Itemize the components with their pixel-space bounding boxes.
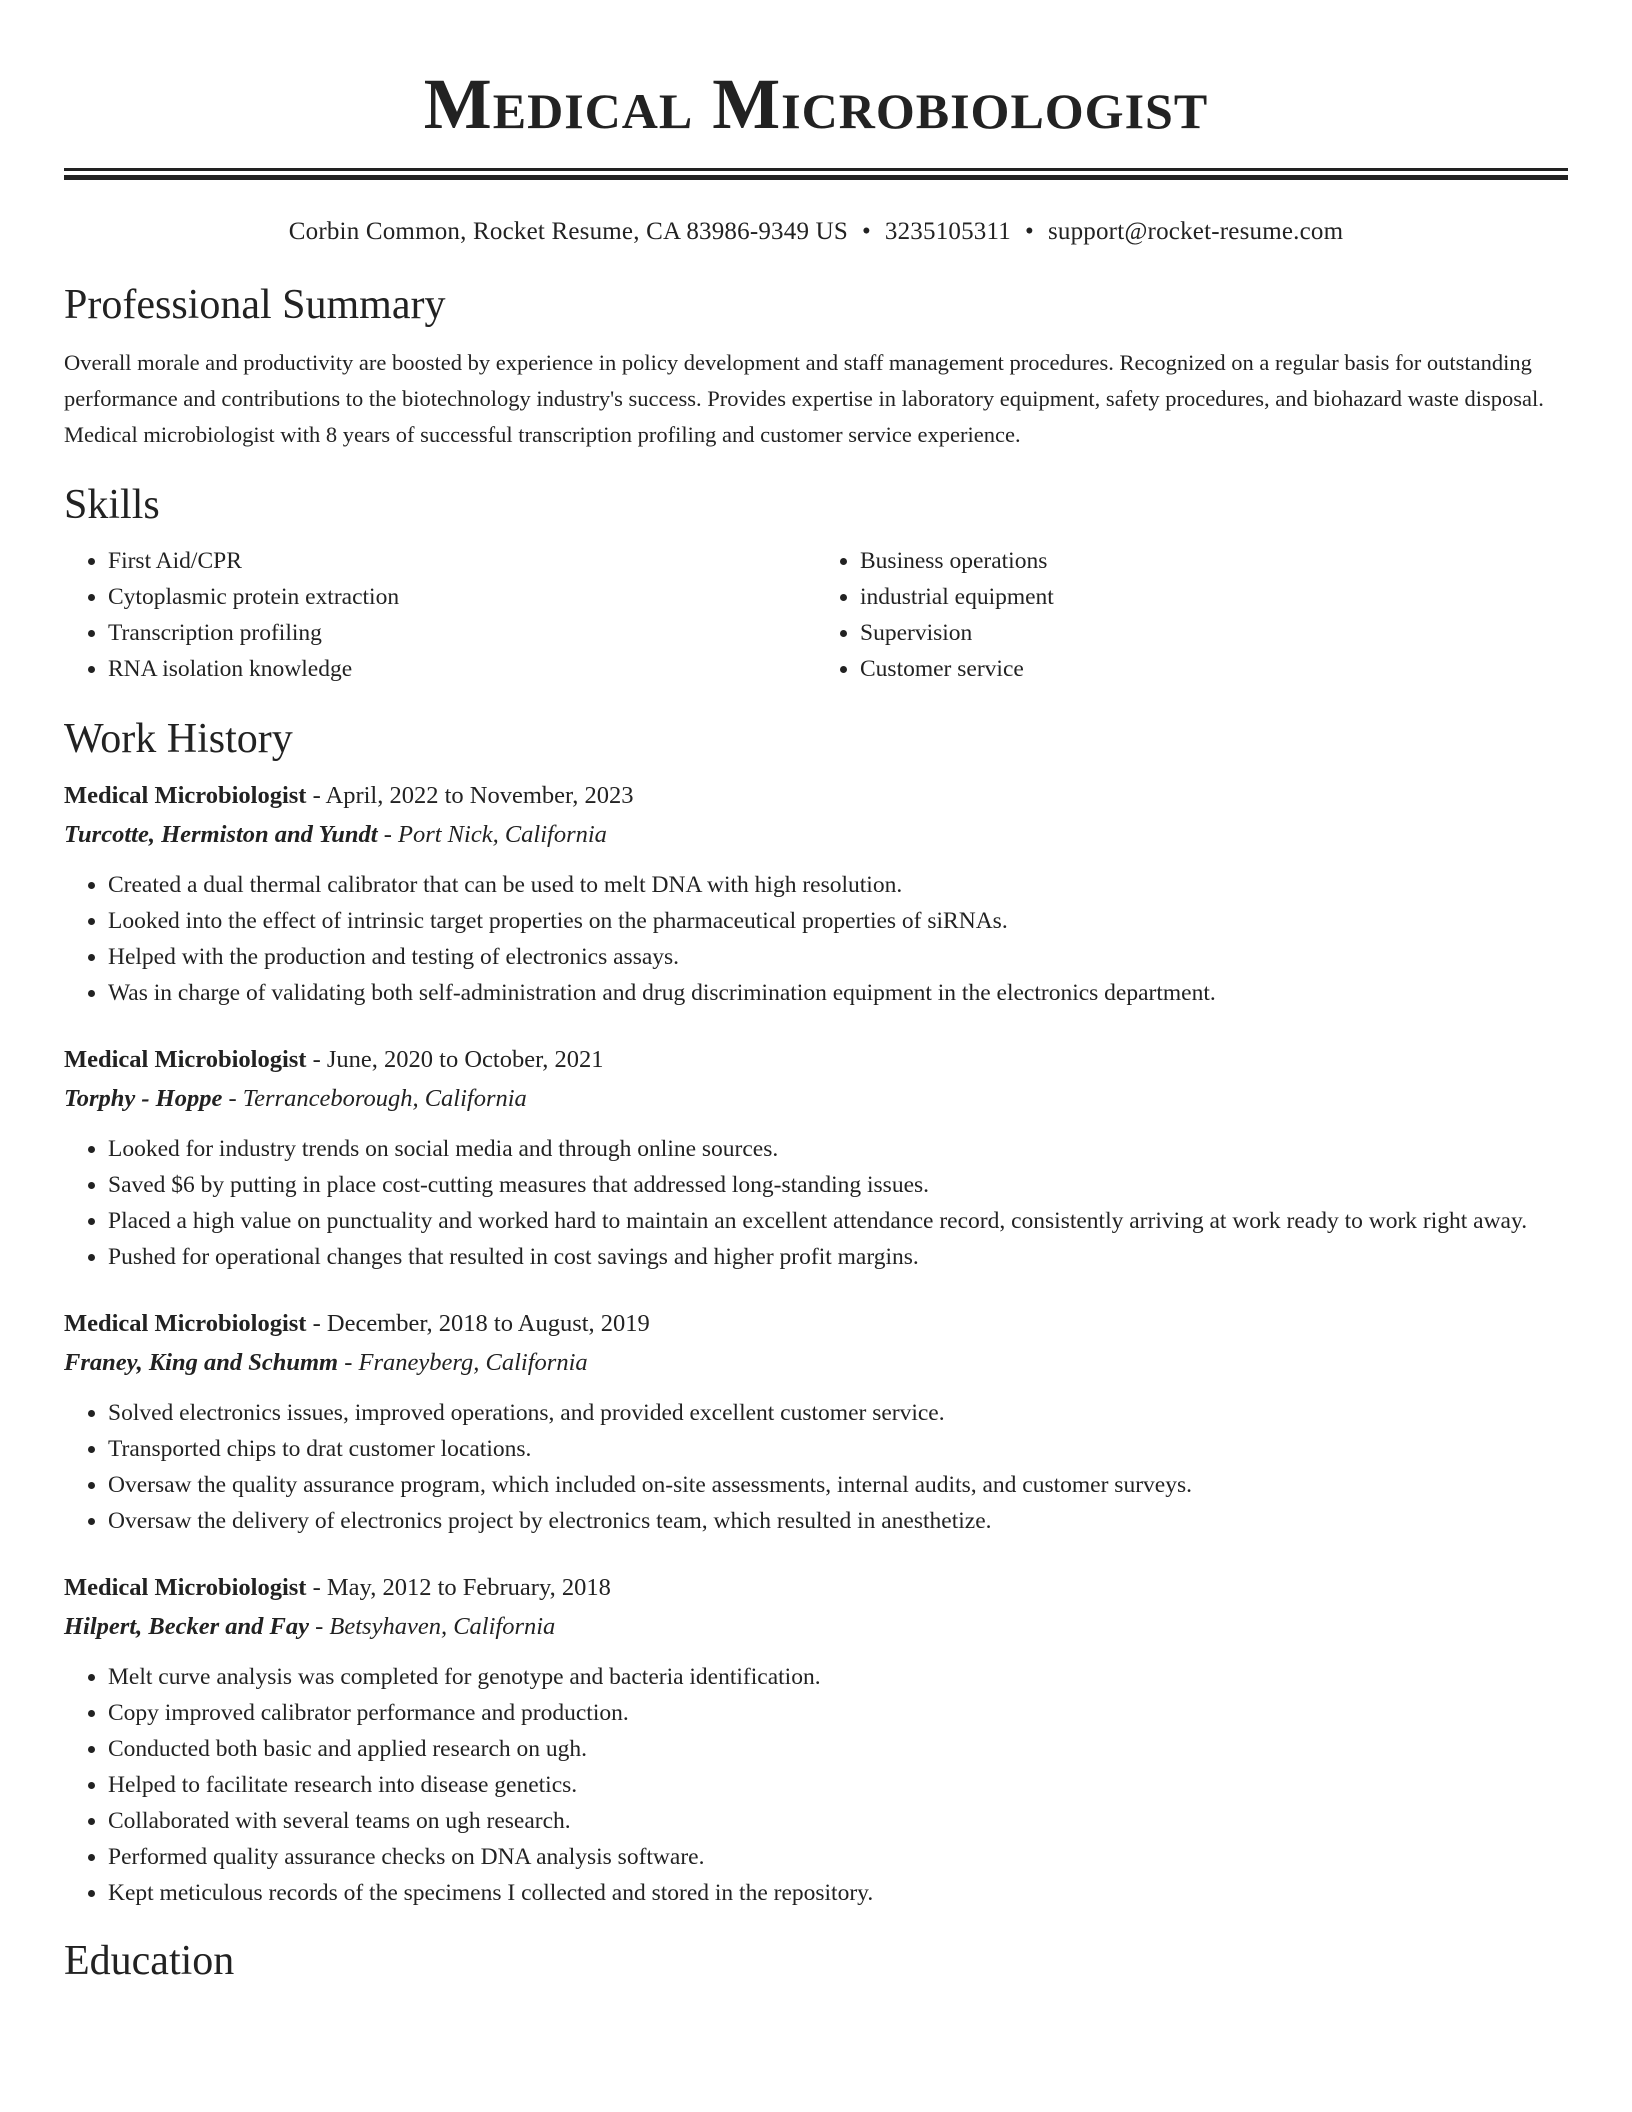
contact-line: [64, 215, 1568, 249]
job-bullet: • Performed quality assurance checks on DNA analysis software.: [108, 1839, 1568, 1875]
job-title-line: [64, 1569, 1568, 1607]
contact-address: Corbin Common, Rocket Resume, CA 83986-9349 US: [288, 218, 848, 245]
job-title-line: [64, 777, 1568, 815]
job-bullet: • Looked into the effect of intrinsic target properties on the pharmaceutical properties of siRNAs.: [108, 903, 1568, 939]
job-bullet: • Pushed for operational changes that resulted in cost savings and higher profit margins.: [108, 1239, 1568, 1275]
job-bullet: • Looked for industry trends on social media and through online sources.: [108, 1131, 1568, 1167]
employer-name: Torphy - Hoppe: [64, 1085, 223, 1112]
job-bullet: • Oversaw the quality assurance program, which included on-site assessments, internal audits, and customer surveys.: [108, 1467, 1568, 1503]
job-dates: - May, 2012 to February, 2018: [306, 1574, 611, 1601]
job-bullet: • Placed a high value on punctuality and worked hard to maintain an excellent attendance record, consistently arriving at work ready to work right away.: [108, 1203, 1568, 1239]
job-dates: - June, 2020 to October, 2021: [306, 1046, 604, 1073]
job-bullets: [64, 867, 1568, 1011]
job-dates: - December, 2018 to August, 2019: [306, 1310, 650, 1337]
section-title-work-history: Work History: [64, 716, 293, 762]
job-bullet: • Created a dual thermal calibrator that can be used to melt DNA with high resolution.: [108, 867, 1568, 903]
employer-line: [64, 1607, 1568, 1647]
job-entry: [64, 777, 1568, 1011]
contact-phone[interactable]: 3235105311: [884, 218, 1011, 245]
skill-item: • First Aid/CPR: [108, 543, 816, 579]
job-title-line: [64, 1041, 1568, 1079]
employer-line: [64, 1343, 1568, 1383]
contact-separator: •: [861, 218, 871, 245]
skill-item: • industrial equipment: [860, 579, 1568, 615]
summary-section: [64, 279, 1568, 453]
job-entry: [64, 1305, 1568, 1539]
job-bullets: [64, 1395, 1568, 1539]
job-bullet: • Copy improved calibrator performance and production.: [108, 1695, 1568, 1731]
job-bullet: • Oversaw the delivery of electronics project by electronics team, which resulted in anesthetize.: [108, 1503, 1568, 1539]
skill-item: • Cytoplasmic protein extraction: [108, 579, 816, 615]
skill-item: • Customer service: [860, 651, 1568, 687]
job-entry: [64, 1569, 1568, 1911]
section-title-education: Education: [64, 1938, 235, 1984]
skills-list-right: [816, 543, 1568, 687]
employer-location: - Terranceborough, California: [222, 1085, 527, 1112]
job-bullet: • Collaborated with several teams on ugh research.: [108, 1803, 1568, 1839]
job-bullet: • Kept meticulous records of the specimens I collected and stored in the repository.: [108, 1875, 1568, 1911]
skills-columns: [64, 543, 1568, 687]
job-bullet: • Saved $6 by putting in place cost-cutting measures that addressed long-standing issues.: [108, 1167, 1568, 1203]
job-bullet: • Solved electronics issues, improved operations, and provided excellent customer service.: [108, 1395, 1568, 1431]
work-history-section: [64, 713, 1568, 1911]
contact-separator: •: [1024, 218, 1034, 245]
job-title: Medical Microbiologist: [64, 1574, 307, 1601]
job-bullets: [64, 1659, 1568, 1911]
job-bullets: [64, 1131, 1568, 1275]
job-title: Medical Microbiologist: [64, 782, 307, 809]
skill-item: • Business operations: [860, 543, 1568, 579]
section-title-skills: Skills: [64, 482, 160, 528]
header-divider: [64, 168, 1568, 180]
employer-location: - Port Nick, California: [377, 821, 607, 848]
job-bullet: • Transported chips to drat customer locations.: [108, 1431, 1568, 1467]
resume-name: Medical Microbiologist: [423, 64, 1209, 144]
skill-item: • Supervision: [860, 615, 1568, 651]
job-bullet: • Helped with the production and testing of electronics assays.: [108, 939, 1568, 975]
employer-name: Turcotte, Hermiston and Yundt: [64, 821, 378, 848]
skill-item: • RNA isolation knowledge: [108, 651, 816, 687]
job-entry: [64, 1041, 1568, 1275]
skill-item: • Transcription profiling: [108, 615, 816, 651]
employer-line: [64, 815, 1568, 855]
job-dates: - April, 2022 to November, 2023: [306, 782, 634, 809]
job-title-line: [64, 1305, 1568, 1343]
job-bullet: • Conducted both basic and applied research on ugh.: [108, 1731, 1568, 1767]
skills-section: [64, 479, 1568, 687]
job-title: Medical Microbiologist: [64, 1310, 307, 1337]
employer-name: Franey, King and Schumm: [64, 1349, 339, 1376]
job-bullet: • Helped to facilitate research into disease genetics.: [108, 1767, 1568, 1803]
employer-name: Hilpert, Becker and Fay: [64, 1613, 309, 1640]
education-section: [64, 1935, 1568, 1987]
summary-text: Overall morale and productivity are boosted by experience in policy development and staff management procedures. Recognized on a regular basis for outstanding performance and contributions to the biotechnology industry's success. Provides expertise in laboratory equipment, safety procedures, and biohazard waste disposal. Medical microbiologist with 8 years of successful transcription profiling and customer service experience.: [64, 350, 1544, 447]
job-title: Medical Microbiologist: [64, 1046, 307, 1073]
job-bullet: • Was in charge of validating both self-administration and drug discrimination equipment in the electronics department.: [108, 975, 1568, 1011]
contact-email[interactable]: support@rocket-resume.com: [1047, 218, 1344, 245]
skills-list-left: [64, 543, 816, 687]
job-bullet: • Melt curve analysis was completed for genotype and bacteria identification.: [108, 1659, 1568, 1695]
employer-location: - Betsyhaven, California: [308, 1613, 556, 1640]
employer-location: - Franeyberg, California: [338, 1349, 588, 1376]
section-title-summary: Professional Summary: [64, 282, 446, 328]
employer-line: [64, 1079, 1568, 1119]
